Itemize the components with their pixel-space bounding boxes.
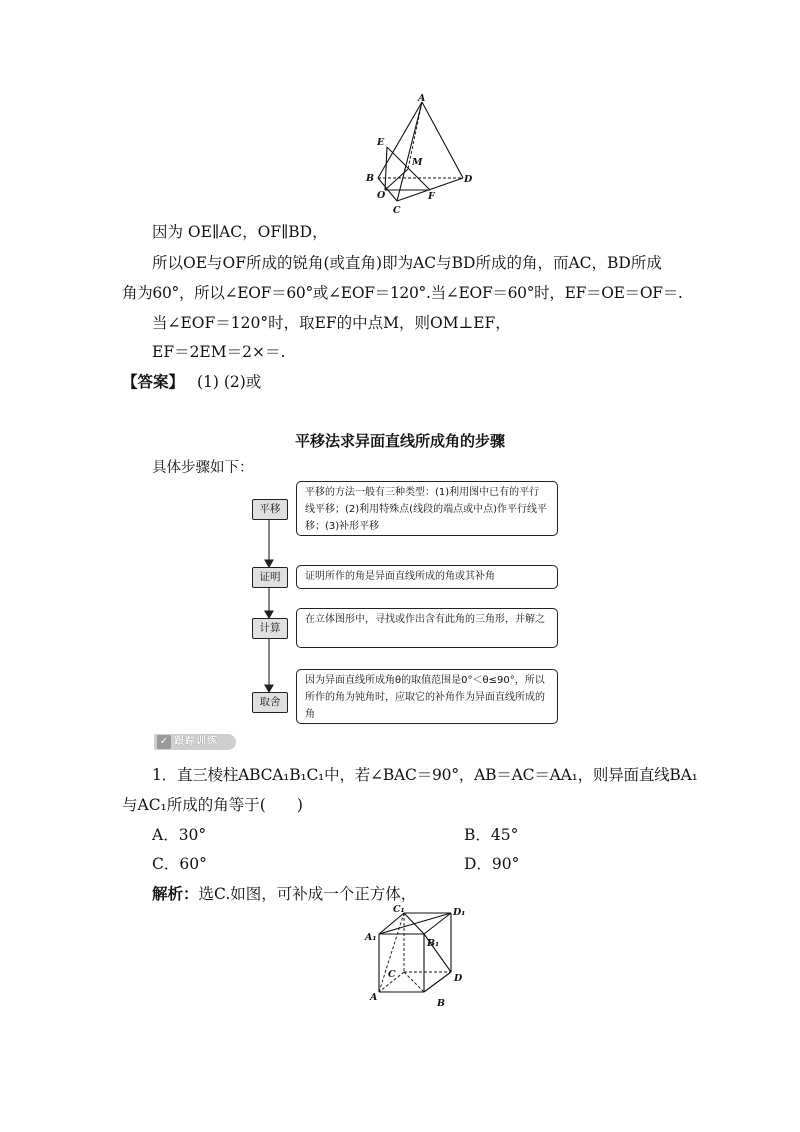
solution-line-5: EF＝2EM＝2×＝. (152, 343, 286, 361)
step-box-choose: 因为异面直线所成角θ的取值范围是0°＜θ≤90°，所以所作的角为钝角时，应取它的补角作为异面直线所成的角 (296, 669, 558, 724)
label-B: B (437, 998, 446, 1009)
label-A: A (418, 93, 426, 104)
label-C: C (393, 205, 401, 216)
practice-badge (154, 734, 236, 750)
label-F: F (428, 191, 435, 202)
analysis-line (152, 884, 416, 904)
label-D: D (464, 174, 473, 185)
step-label-translate: 平移 (252, 499, 288, 520)
label-D1: D₁ (453, 907, 466, 918)
tetrahedron-figure (360, 92, 480, 220)
label-C1: C₁ (393, 904, 405, 915)
step-box-prove: 证明所作的角是异面直线所成的角或其补角 (296, 565, 558, 589)
solution-line-1: 因为 OE∥AC，OF∥BD， (152, 223, 328, 241)
step-box-compute: 在立体图形中，寻找或作出含有此角的三角形，并解之 (296, 608, 558, 648)
label-A1: A₁ (365, 932, 377, 943)
section-title: 平移法求异面直线所成角的步骤 (294, 432, 505, 450)
badge-text: 跟踪训练 (174, 736, 218, 747)
step-box-translate: 平移的方法一般有三种类型：(1)利用图中已有的平行线平移；(2)利用特殊点(线段的端点或中点)作平行线平移；(3)补形平移 (296, 481, 558, 536)
answer-line (122, 372, 261, 392)
flowchart-connector (260, 490, 290, 710)
cube-figure (362, 904, 482, 1014)
label-C: C (388, 969, 396, 980)
question-line-1: 1．直三棱柱ABCA₁B₁C₁中，若∠BAC＝90°，AB＝AC＝AA₁，则异面直线BA₁ (152, 766, 698, 784)
question-line-2: 与AC₁所成的角等于( ) (122, 796, 303, 814)
answer-value: (1) (2)或 (196, 373, 262, 391)
solution-line-2: 所以OE与OF所成的锐角(或直角)即为AC与BD所成的角，而AC，BD所成 (152, 254, 662, 272)
label-M: M (412, 157, 423, 168)
option-D: D．90° (464, 855, 520, 873)
answer-label: 【答案】 (122, 372, 185, 391)
step-label-compute: 计算 (252, 618, 288, 639)
label-B: B (366, 173, 375, 184)
step-label-choose: 取舍 (252, 692, 288, 713)
label-D: D (454, 973, 463, 984)
solution-line-4: 当∠EOF＝120°时，取EF的中点M，则OM⊥EF， (152, 314, 511, 332)
checklist-icon: ✓ (157, 735, 171, 749)
solution-line-3: 角为60°，所以∠EOF＝60°或∠EOF＝120°.当∠EOF＝60°时，EF＝OE＝OF＝. (122, 284, 683, 302)
label-E: E (377, 137, 385, 148)
label-A: A (370, 992, 378, 1003)
label-B1: B₁ (427, 938, 440, 949)
label-O: O (377, 190, 386, 201)
analysis-text: 选C.如图，可补成一个正方体， (198, 885, 417, 903)
option-B: B．45° (464, 826, 519, 844)
option-C: C．60° (152, 855, 207, 873)
analysis-label: 解析： (152, 884, 199, 903)
section-intro: 具体步骤如下： (152, 460, 254, 476)
option-A: A．30° (152, 826, 207, 844)
step-label-prove: 证明 (252, 567, 288, 588)
